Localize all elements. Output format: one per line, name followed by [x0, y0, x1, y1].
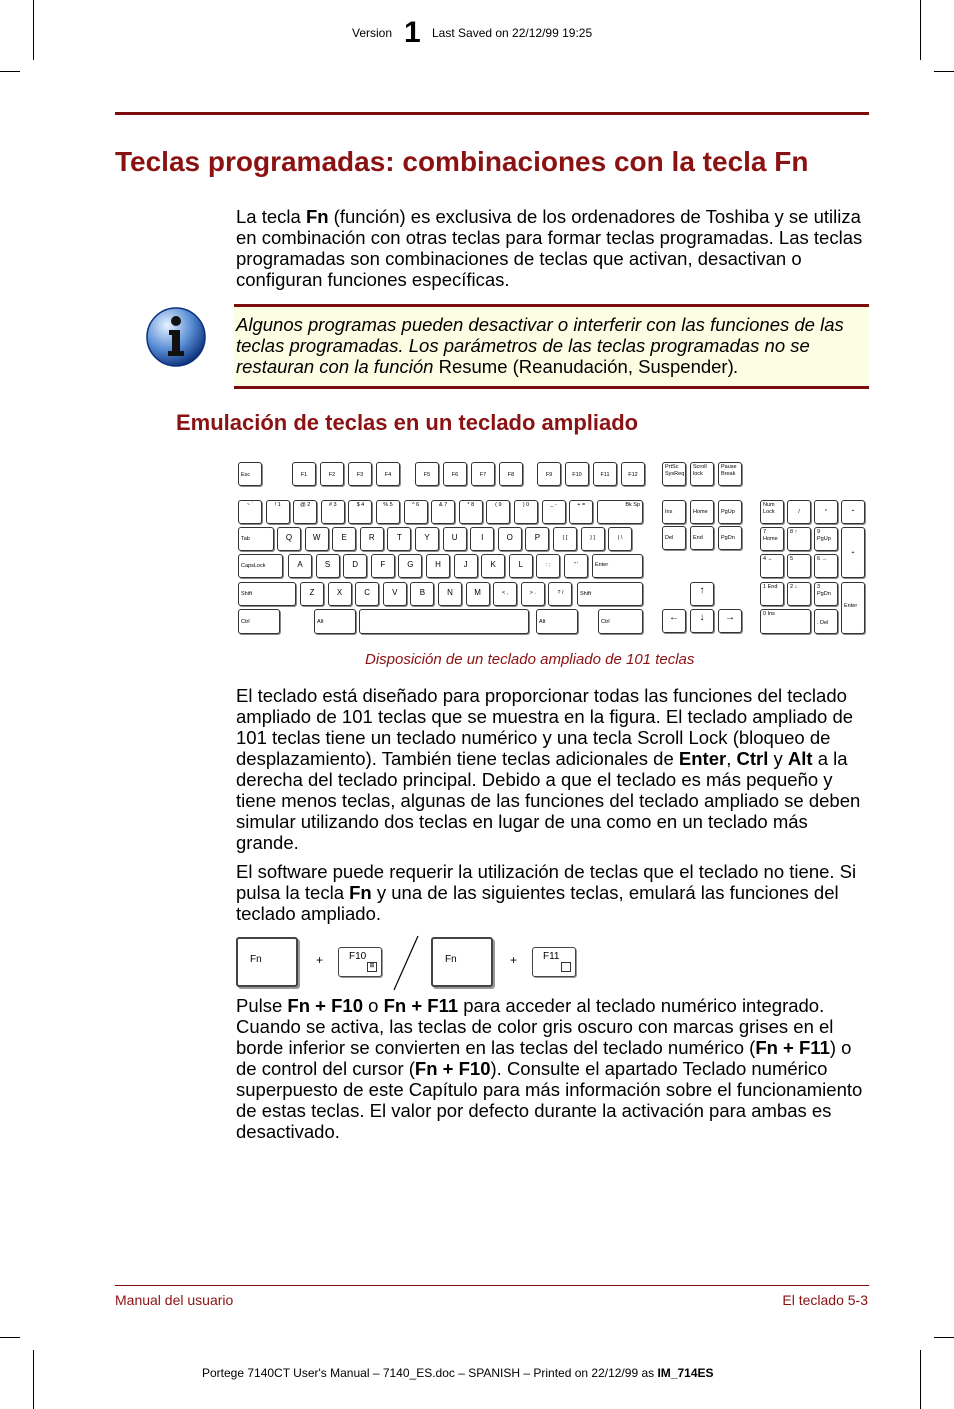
version-label: Version	[352, 26, 393, 40]
key-letter: M	[466, 582, 490, 606]
key-f3: F3	[348, 462, 372, 486]
key-letter: O	[498, 527, 522, 551]
key-space	[359, 609, 529, 634]
key-letter: H	[426, 554, 450, 578]
key-num-plus: +	[841, 527, 865, 578]
key-letter: Q	[277, 527, 301, 551]
key-number-row: ) 0	[514, 500, 538, 524]
key-num-9: 9 PgUp	[814, 527, 838, 551]
divider-slash	[390, 934, 420, 992]
key-number-row: * 8	[459, 500, 483, 524]
key-shift-left: Shift	[238, 582, 296, 606]
key-number-row: @ 2	[293, 500, 317, 524]
key-f10: F10 ⊞	[338, 947, 382, 977]
key-letter: S	[316, 554, 340, 578]
key-letter: } ]	[581, 527, 605, 551]
key-letter: K	[481, 554, 505, 578]
footer-right: El teclado 5-3	[782, 1292, 868, 1308]
cursor-overlay-icon	[561, 962, 571, 972]
key-letter: X	[328, 582, 352, 606]
key-home: Home	[690, 500, 714, 524]
key-f8: F8	[499, 462, 523, 486]
crop-mark	[33, 1350, 34, 1409]
keyboard-diagram	[234, 458, 870, 640]
key-num-6: 6 →	[814, 554, 838, 578]
key-letter: N	[438, 582, 462, 606]
plus-sign: +	[510, 953, 518, 967]
key-letter: I	[470, 527, 494, 551]
key-f4: F4	[376, 462, 400, 486]
key-f2: F2	[320, 462, 344, 486]
key-letter: L	[509, 554, 533, 578]
key-letter: E	[332, 527, 356, 551]
note-box	[234, 304, 869, 389]
footer-left: Manual del usuario	[115, 1292, 234, 1308]
key-enter: Enter	[592, 554, 643, 578]
key-num-slash: /	[787, 500, 811, 524]
key-f5: F5	[415, 462, 439, 486]
key-number-row: # 3	[321, 500, 345, 524]
note-text: Algunos programas pueden desactivar o interferir con las funciones de las teclas programadas. Los parámetros de las teclas programadas no se restauran con la función Resume (Reanudación, Suspender).	[236, 314, 844, 377]
key-num-minus: -	[841, 500, 865, 524]
key-number-row: _ -	[542, 500, 566, 524]
key-alt-left: Alt	[314, 609, 356, 634]
key-scroll-lock: Scroll lock	[690, 462, 714, 486]
key-alt-right: Alt	[536, 609, 578, 634]
key-ctrl-left: Ctrl	[238, 609, 280, 634]
key-num-del: . Del	[814, 609, 838, 634]
key-letter: D	[343, 554, 367, 578]
key-number-row: ~ `	[238, 500, 262, 524]
key-num-enter: Enter	[841, 582, 865, 634]
crop-mark	[0, 1337, 20, 1338]
key-letter: U	[443, 527, 467, 551]
key-num-0: 0 Ins	[760, 609, 811, 634]
paragraph-keyboard-description: El teclado está diseñado para proporcionar todas las funciones del teclado ampliado de 101 teclas que se muestra en la figura. El teclado ampliado de 101 teclas tiene un teclado numérico y una tecla Scroll Lock (bloqueo de desplazamiento). También tiene teclas adicionales de Enter, Ctrl y Alt a la derecha del teclado principal. Debido a que el teclado es más pequeño y tiene menos teclas, algunas de las funciones del teclado ampliado se deben simular utilizando dos teclas en lugar de una como en un teclado más grande.	[236, 685, 861, 853]
figure-caption: Disposición de un teclado ampliado de 101 teclas	[365, 651, 695, 668]
key-letter: F	[371, 554, 395, 578]
key-f10: F10	[565, 462, 589, 486]
key-f9: F9	[537, 462, 561, 486]
key-prtsc: PrtSc SysReq	[662, 462, 686, 486]
page-title: Teclas programadas: combinaciones con la tecla Fn	[115, 146, 809, 177]
key-f12: F12	[621, 462, 645, 486]
key-letter: Y	[415, 527, 439, 551]
key-f11: F11	[532, 947, 576, 977]
key-capslock: CapsLock	[238, 554, 283, 578]
key-number-row: + =	[569, 500, 593, 524]
key-ctrl-right: Ctrl	[598, 609, 643, 634]
key-number-row: ! 1	[266, 500, 290, 524]
key-arrow-up: ↑	[690, 582, 714, 606]
key-letter: { [	[553, 527, 577, 551]
key-del: Del	[662, 526, 686, 550]
intro-paragraph: La tecla Fn (función) es exclusiva de los ordenadores de Toshiba y se utiliza en combinación con otras teclas para formar teclas programadas. Las teclas programadas son combinaciones de teclas que activan, desactivan o configuran funciones específicas.	[236, 206, 863, 290]
crop-mark	[920, 0, 921, 60]
print-info: Portege 7140CT User's Manual – 7140_ES.doc – SPANISH – Printed on 22/12/99 as IM_714ES	[202, 1366, 714, 1380]
key-letter: B	[410, 582, 434, 606]
key-fn: Fn	[431, 937, 493, 987]
footer-rule	[115, 1285, 869, 1286]
key-letter: G	[398, 554, 422, 578]
paragraph-fn-emulation: El software puede requerir la utilización de teclas que el teclado no tiene. Si pulsa la tecla Fn y una de las siguientes teclas, emulará las funciones del teclado ampliado.	[236, 861, 857, 924]
key-ins: Ins	[662, 500, 686, 524]
key-pause: Pause Break	[718, 462, 742, 486]
key-num-star: *	[814, 500, 838, 524]
key-letter: R	[360, 527, 384, 551]
key-number-row: % 5	[376, 500, 400, 524]
key-arrow-down: ↓	[690, 609, 714, 633]
key-fn: Fn	[236, 937, 298, 987]
crop-mark	[33, 0, 34, 60]
key-f6: F6	[443, 462, 467, 486]
last-saved: Last Saved on 22/12/99 19:25	[432, 26, 593, 40]
key-tab: Tab	[238, 527, 274, 551]
numpad-overlay-icon: ⊞	[367, 962, 377, 972]
key-letter: A	[288, 554, 312, 578]
plus-sign: +	[316, 953, 324, 967]
key-letter: V	[383, 582, 407, 606]
key-letter: T	[387, 527, 411, 551]
key-letter: C	[355, 582, 379, 606]
key-letter: " '	[564, 554, 588, 578]
key-number-row: ( 9	[486, 500, 510, 524]
key-num-3: 3 PgDn	[814, 582, 838, 606]
title-rule	[115, 112, 869, 115]
key-num-2: 2 ↓	[787, 582, 811, 606]
key-num-5: 5	[787, 554, 811, 578]
section-subtitle: Emulación de teclas en un teclado ampliado	[176, 410, 639, 435]
paragraph-overlay-activation: Pulse Fn + F10 o Fn + F11 para acceder al teclado numérico integrado. Cuando se activa, las teclas de color gris oscuro con marcas grises en el borde inferior se convierten en las teclas del teclado numérico (Fn + F11) o de control del cursor (Fn + F10). Consulte el apartado Teclado numérico superpuesto de este Capítulo para más información sobre el funcionamiento de estas teclas. El valor por defecto durante la activación para ambas es desactivado.	[236, 995, 863, 1142]
key-backspace: Bk Sp	[597, 500, 643, 524]
key-f1: F1	[292, 462, 316, 486]
key-letter: ? /	[548, 582, 572, 606]
key-numlock: Num Lock	[760, 500, 784, 524]
key-number-row: $ 4	[348, 500, 372, 524]
key-letter: P	[525, 527, 549, 551]
key-letter: : ;	[536, 554, 560, 578]
key-f11: F11	[593, 462, 617, 486]
version-number: 1	[404, 16, 421, 49]
key-letter: < ,	[493, 582, 517, 606]
info-icon	[145, 306, 207, 368]
key-shift-right: Shift	[577, 582, 643, 606]
key-letter: Z	[300, 582, 324, 606]
key-arrow-left: ←	[662, 609, 686, 633]
key-pgup: PgUp	[718, 500, 742, 524]
key-letter: > .	[521, 582, 545, 606]
crop-mark	[920, 1350, 921, 1409]
key-pgdn: PgDn	[718, 526, 742, 550]
key-num-1: 1 End	[760, 582, 784, 606]
key-num-7: 7 Home	[760, 527, 784, 551]
key-num-4: 4 ←	[760, 554, 784, 578]
key-number-row: & 7	[431, 500, 455, 524]
key-letter: W	[305, 527, 329, 551]
key-arrow-right: →	[718, 609, 742, 633]
key-letter: J	[454, 554, 478, 578]
key-esc: Esc	[238, 462, 262, 486]
key-f7: F7	[471, 462, 495, 486]
crop-mark	[0, 71, 20, 72]
crop-mark	[934, 71, 954, 72]
key-letter: | \	[608, 527, 632, 551]
crop-mark	[934, 1337, 954, 1338]
key-number-row: ^ 6	[404, 500, 428, 524]
key-num-8: 8 ↑	[787, 527, 811, 551]
key-combination-figure	[234, 934, 594, 992]
key-end: End	[690, 526, 714, 550]
